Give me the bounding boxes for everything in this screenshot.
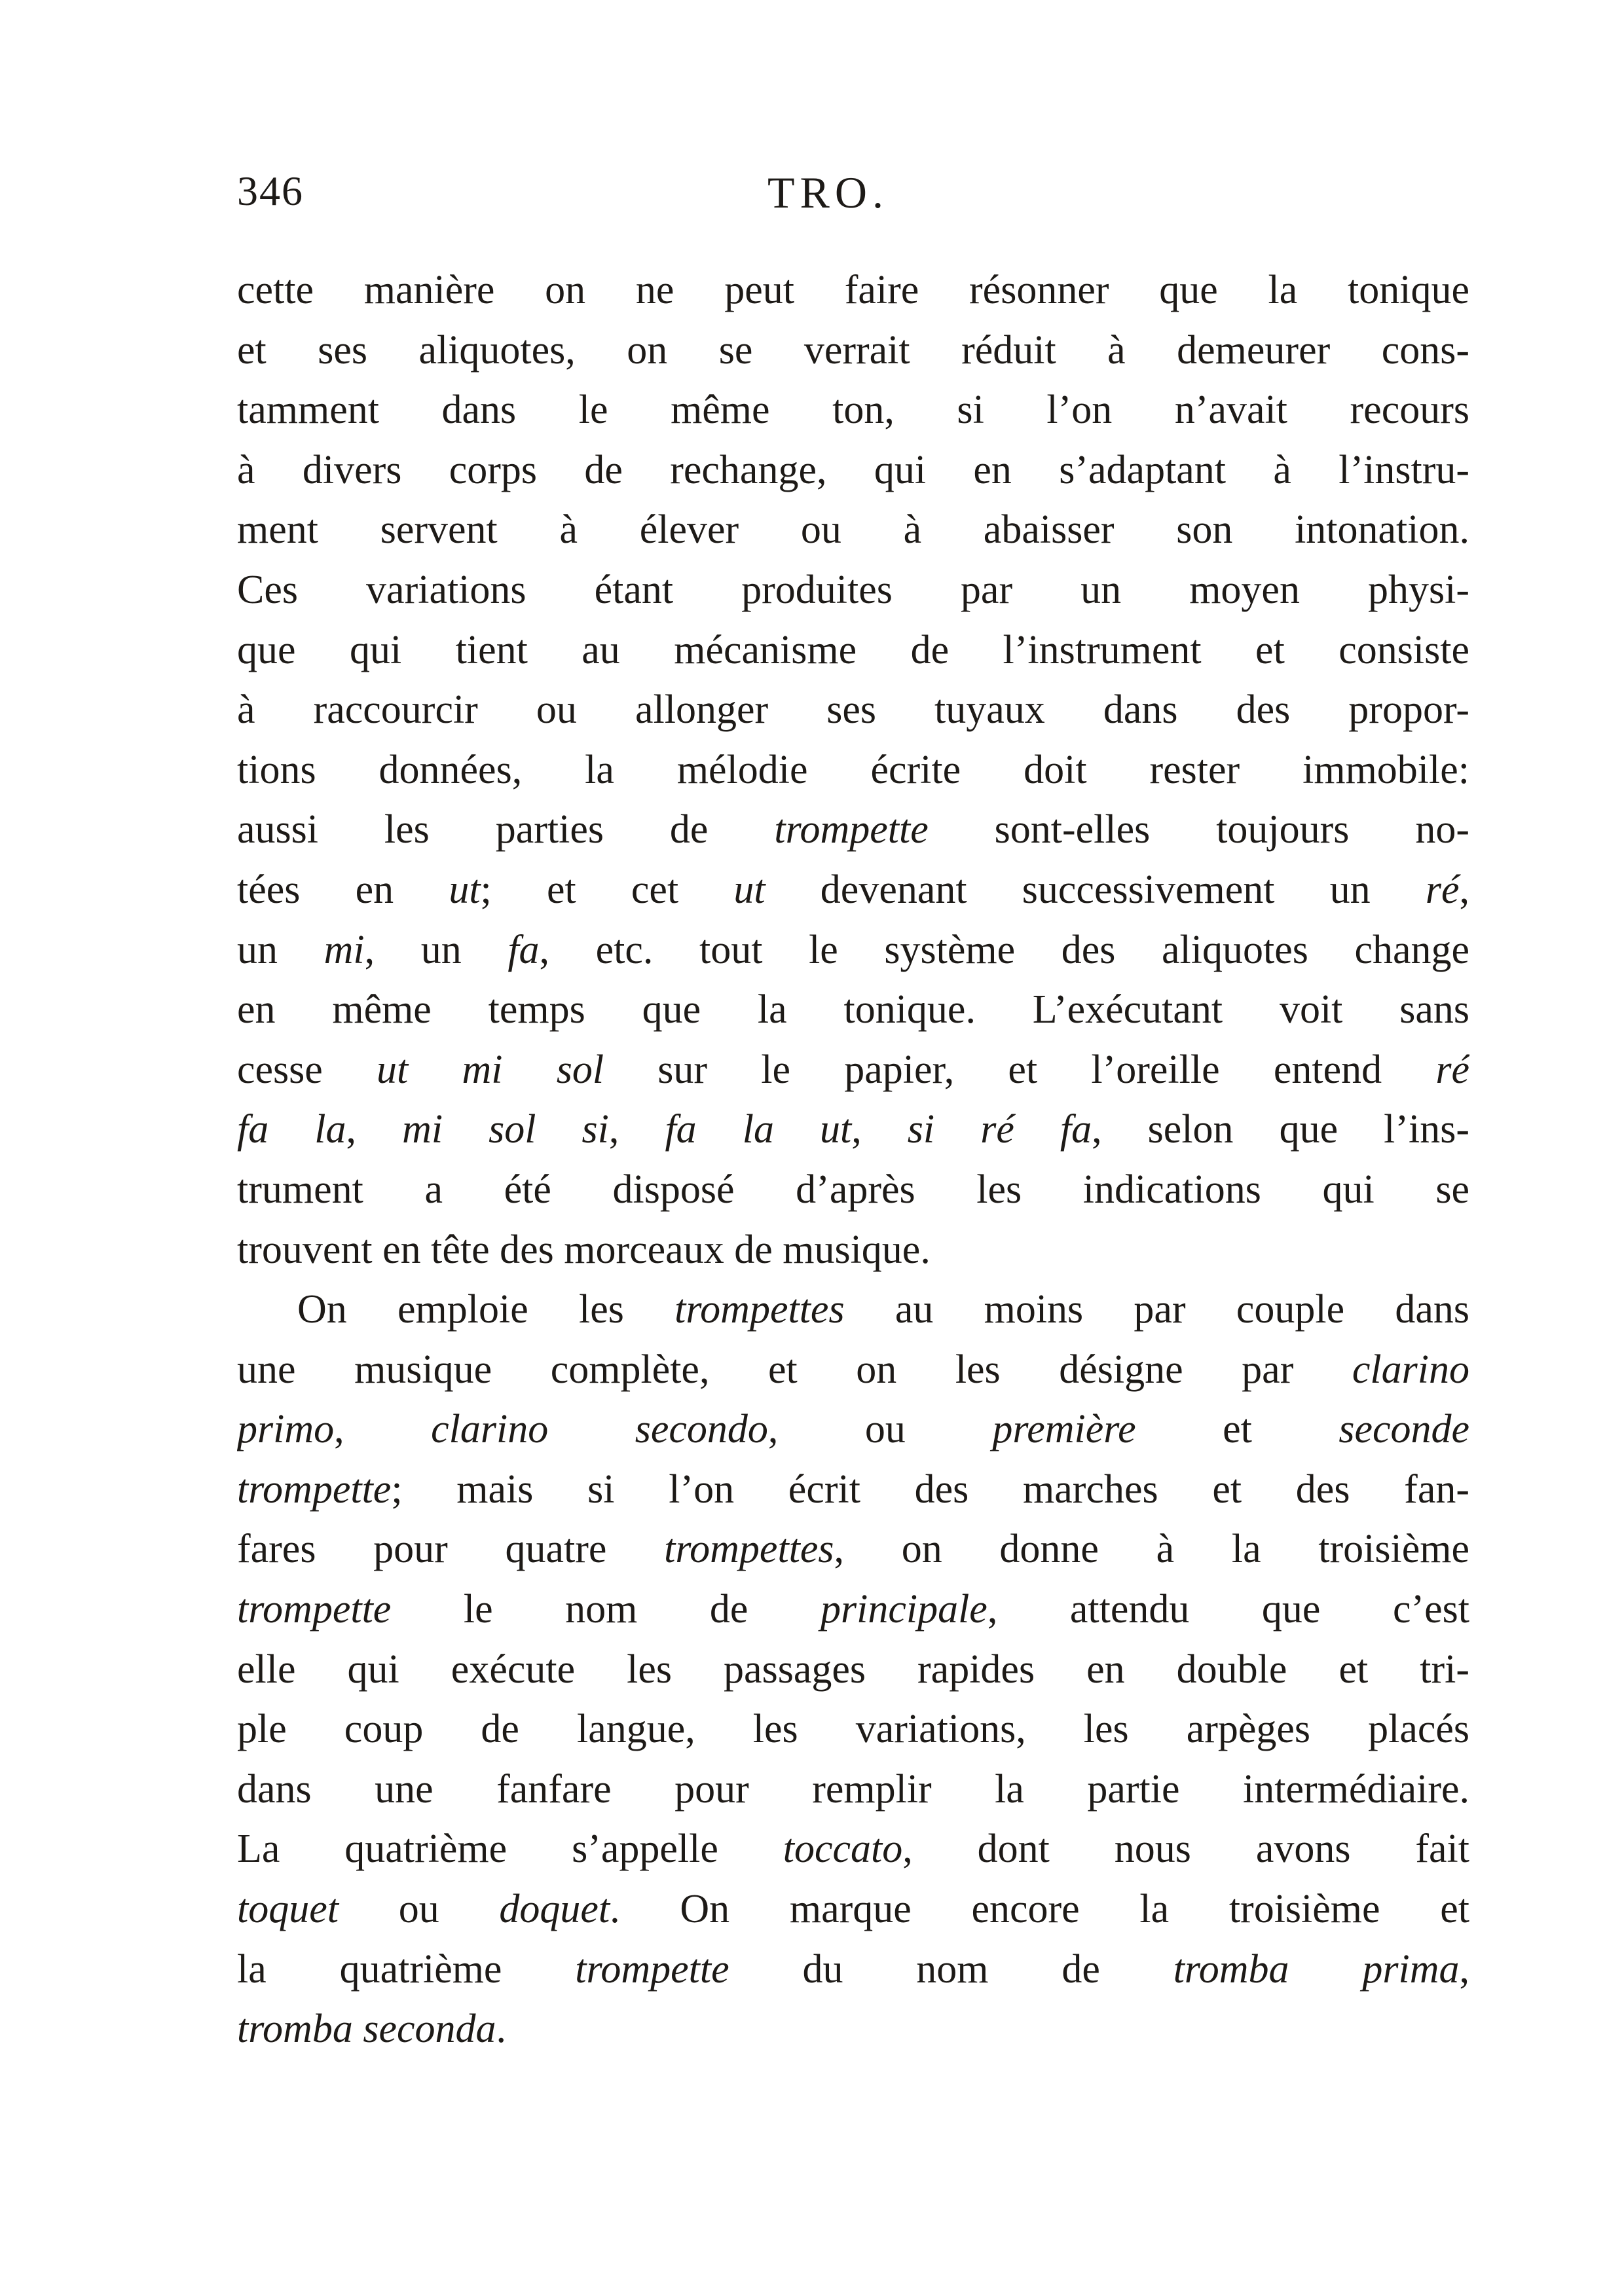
text-line bbox=[237, 560, 1469, 621]
text-line bbox=[237, 621, 1469, 681]
text-line bbox=[237, 1520, 1469, 1580]
italic-text: clarino bbox=[1352, 1347, 1469, 1392]
page-header bbox=[237, 167, 1468, 226]
text-line bbox=[237, 1460, 1469, 1520]
italic-text: trompette bbox=[237, 1587, 392, 1632]
text-segment: , attendu que c’est bbox=[987, 1587, 1469, 1632]
text-line bbox=[237, 800, 1469, 860]
italic-text: si ré fa bbox=[907, 1107, 1092, 1152]
text-segment: tées en bbox=[237, 867, 449, 912]
text-segment: , un bbox=[364, 927, 508, 972]
text-segment: au moins par couple dans bbox=[844, 1287, 1469, 1332]
text-segment: , dont nous avons fait bbox=[902, 1827, 1469, 1872]
text-segment: trument a été disposé d’après les indications qui se bbox=[237, 1167, 1469, 1212]
text-segment: ; mais si l’on écrit des marches et des fan- bbox=[391, 1467, 1469, 1512]
text-line bbox=[237, 1940, 1469, 2000]
text-line bbox=[237, 920, 1469, 981]
text-segment: , bbox=[851, 1107, 908, 1152]
text-segment: , etc. tout le système des aliquotes change bbox=[539, 927, 1469, 972]
text-line bbox=[237, 321, 1469, 381]
text-segment: ou bbox=[338, 1887, 500, 1932]
italic-text: ré bbox=[1425, 867, 1460, 912]
italic-text: trompettes bbox=[664, 1527, 834, 1572]
text-line bbox=[237, 1999, 1469, 2060]
text-segment: une musique complète, et on les désigne par bbox=[237, 1347, 1352, 1392]
text-segment: , on donne à la troisième bbox=[834, 1527, 1469, 1572]
italic-text: trompette bbox=[774, 807, 929, 852]
text-segment: ple coup de langue, les variations, les arpèges placés bbox=[237, 1707, 1469, 1752]
italic-text: fa la ut bbox=[665, 1107, 852, 1152]
text-line bbox=[237, 1640, 1469, 1700]
italic-text: ut bbox=[449, 867, 481, 912]
text-segment: trouvent en tête des morceaux de musique. bbox=[237, 1227, 931, 1272]
italic-text: primo bbox=[237, 1407, 335, 1452]
text-segment: et ses aliquotes, on se verrait réduit à demeurer cons- bbox=[237, 327, 1469, 373]
italic-text: trompettes bbox=[674, 1287, 845, 1332]
italic-text: mi sol si bbox=[402, 1107, 609, 1152]
text-line bbox=[237, 1700, 1469, 1760]
text-segment: sur le papier, et l’oreille entend bbox=[604, 1047, 1436, 1092]
text-segment: , bbox=[346, 1107, 403, 1152]
text-segment: On emploie les bbox=[297, 1287, 675, 1332]
text-segment: Ces variations étant produites par un moyen physi- bbox=[237, 567, 1469, 612]
text-segment: dans une fanfare pour remplir la partie intermédiaire. bbox=[237, 1766, 1469, 1812]
text-segment: , bbox=[1459, 1946, 1469, 1992]
italic-text: ré bbox=[1435, 1047, 1469, 1092]
text-segment: en même temps que la tonique. L’exécutant voit sans bbox=[237, 987, 1469, 1032]
text-line bbox=[237, 1340, 1469, 1400]
italic-text: toquet bbox=[237, 1887, 339, 1932]
text-segment: La quatrième s’appelle bbox=[237, 1827, 783, 1872]
text-segment: , bbox=[1459, 867, 1469, 912]
italic-text: seconde bbox=[1338, 1407, 1469, 1452]
text-segment: et bbox=[1135, 1407, 1339, 1452]
text-segment: devenant successivement un bbox=[765, 867, 1426, 912]
text-line bbox=[237, 1819, 1469, 1880]
italic-text: ut bbox=[733, 867, 766, 912]
text-line bbox=[237, 1160, 1469, 1220]
text-segment: ment servent à élever ou à abaisser son intonation. bbox=[237, 507, 1469, 553]
italic-text: trompette bbox=[237, 1467, 392, 1512]
text-line bbox=[237, 1100, 1469, 1160]
page-number: 346 bbox=[237, 168, 304, 214]
text-segment: du nom de bbox=[729, 1946, 1173, 1992]
italic-text: tromba prima bbox=[1173, 1946, 1460, 1992]
body-text bbox=[237, 261, 1469, 2060]
text-segment: tamment dans le même ton, si l’on n’avait recours bbox=[237, 388, 1469, 433]
text-segment: , bbox=[608, 1107, 665, 1152]
italic-text: tromba seconda bbox=[237, 2007, 496, 2052]
italic-text: toccato bbox=[783, 1827, 903, 1872]
text-segment: à divers corps de rechange, qui en s’adaptant à l’instru- bbox=[237, 447, 1469, 492]
text-segment: fares pour quatre bbox=[237, 1527, 665, 1572]
italic-text: première bbox=[992, 1407, 1136, 1452]
text-segment: un bbox=[237, 927, 324, 972]
text-line bbox=[237, 980, 1469, 1040]
italic-text: clarino secondo bbox=[431, 1407, 768, 1452]
italic-text: fa la bbox=[237, 1107, 346, 1152]
text-segment: tions données, la mélodie écrite doit rester immobile: bbox=[237, 747, 1469, 792]
text-segment: sont-elles toujours no- bbox=[928, 807, 1469, 852]
italic-text: fa bbox=[507, 927, 540, 972]
text-line bbox=[237, 380, 1469, 441]
text-line bbox=[237, 1040, 1469, 1101]
text-line bbox=[237, 1220, 1469, 1281]
text-line bbox=[237, 500, 1469, 560]
italic-text: mi bbox=[323, 927, 365, 972]
text-segment: ; et cet bbox=[480, 867, 734, 912]
text-segment: elle qui exécute les passages rapides en double et tri- bbox=[237, 1647, 1469, 1692]
text-line bbox=[237, 740, 1469, 801]
italic-text: ut mi sol bbox=[377, 1047, 604, 1092]
text-segment: le nom de bbox=[391, 1587, 821, 1632]
italic-text: doquet bbox=[499, 1887, 610, 1932]
text-segment: , ou bbox=[767, 1407, 993, 1452]
text-segment: à raccourcir ou allonger ses tuyaux dans des propor- bbox=[237, 687, 1469, 733]
text-line bbox=[237, 441, 1469, 501]
text-line bbox=[237, 1280, 1469, 1340]
italic-text: trompette bbox=[575, 1946, 729, 1992]
text-segment: , bbox=[334, 1407, 432, 1452]
text-segment: cesse bbox=[237, 1047, 377, 1092]
text-segment: cette manière on ne peut faire résonner que la tonique bbox=[237, 268, 1469, 312]
text-line bbox=[237, 1880, 1469, 1940]
text-line bbox=[237, 261, 1469, 321]
text-line bbox=[237, 680, 1469, 740]
text-segment: la quatrième bbox=[237, 1946, 576, 1992]
text-line bbox=[237, 1580, 1469, 1640]
italic-text: principale bbox=[820, 1587, 987, 1632]
text-segment: que qui tient au mécanisme de l’instrument et consiste bbox=[237, 627, 1469, 672]
text-segment: . On marque encore la troisième et bbox=[610, 1887, 1469, 1932]
text-segment: . bbox=[496, 2007, 506, 2052]
text-line bbox=[237, 1400, 1469, 1460]
text-line bbox=[237, 1760, 1469, 1820]
text-segment: , selon que l’ins- bbox=[1092, 1107, 1469, 1152]
text-segment: aussi les parties de bbox=[237, 807, 775, 852]
text-line bbox=[237, 860, 1469, 920]
running-head: TRO. bbox=[767, 168, 889, 217]
